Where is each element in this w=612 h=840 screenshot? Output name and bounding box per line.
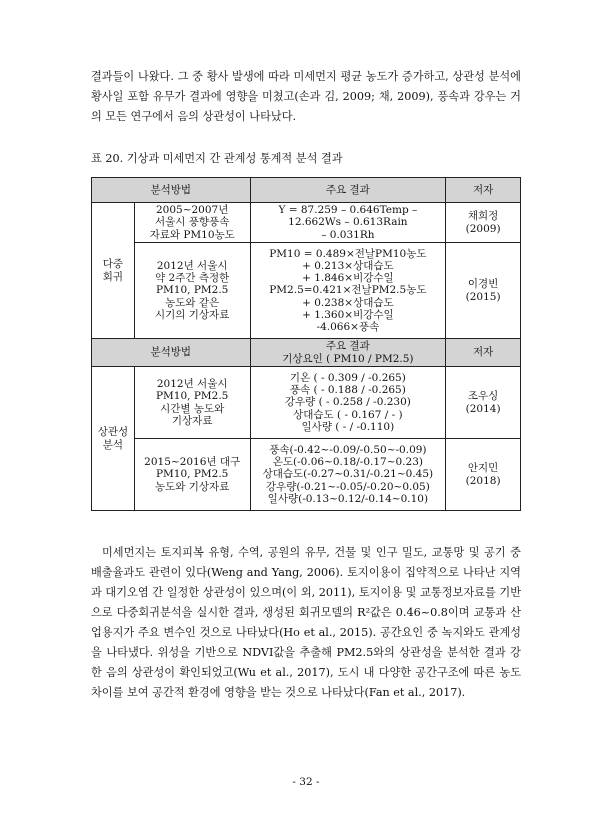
- page-number: - 32 -: [292, 776, 320, 788]
- paragraph-body: [91, 543, 521, 703]
- group-label-regression: 다중 회귀: [92, 203, 135, 339]
- header-method: 분석방법: [92, 178, 251, 203]
- paragraph-intro: [91, 67, 521, 127]
- author-cell: 이경빈 (2015): [446, 243, 521, 339]
- author-cell: 조우싱 (2014): [446, 367, 521, 439]
- table-caption: 표 20. 기상과 미세먼지 간 관계성 통계적 분석 결과: [91, 152, 343, 165]
- paragraph-intro-text: 결과들이 나왔다. 그 중 황사 발생에 따라 미세먼지 평균 농도가 증가하고, 상관성 분석에 황사일 포함 유무가 결과에 영향을 미쳤고(손과 김, 2009; 채, 2009), 풍속과 강우는 거의 모든 연구에서 음의 상관성이 나타났다.: [91, 70, 521, 123]
- method-cell: 2012년 서울시 PM10, PM2.5 시간별 농도와 기상자료: [134, 367, 250, 439]
- method-cell: 2005~2007년 서울시 풍향풍속 자료와 PM10농도: [134, 203, 250, 243]
- result-cell: 풍속(-0.42~-0.09/-0.50~-0.09) 온도(-0.06~0.18/-0.17~0.23) 상대습도(-0.27~0.31/-0.21~0.45) 강우량(-0.21~-0.05/-0.20~0.05) 일사량(-0.13~0.12/-0.14~0.10): [250, 439, 446, 511]
- author-cell: 채희정 (2009): [446, 203, 521, 243]
- header-method-2: 분석방법: [92, 339, 251, 367]
- author-cell: 안지민 (2018): [446, 439, 521, 511]
- result-cell: PM10 = 0.489×전날PM10농도 + 0.213×상대습도 + 1.846×비강수일 PM2.5=0.421×전날PM2.5농도 + 0.238×상대습도 + 1.360×비강수일 -4.066×풍속: [250, 243, 446, 339]
- header-result: 주요 결과: [250, 178, 446, 203]
- header-result-2: 주요 결과 기상요인 ( PM10 / PM2.5): [250, 339, 446, 367]
- paragraph-body-text: 미세먼지는 토지피복 유형, 수역, 공원의 유무, 건물 및 인구 밀도, 교통망 및 공기 중 배출율과도 관련이 있다(Weng and Yang, 2006). 토지이용이 집약적으로 나타난 지역과 대기오염 간 일정한 상관성이 있으며(이 외, 2011), 토지이용 및 교통정보자료를 기반으로 다중회귀분석을 실시한 결과, 생성된 회귀모델의 R²값은 0.46~0.8이며 교통과 산업용지가 주요 변수인 것으로 나타났다(Ho et al., 2015). 공간요인 중 녹지와도 관계성을 나타냈다. 위성을 기반으로 NDVI값을 추출해 PM2.5와의 상관성을 분석한 결과 강한 음의 상관성이 확인되었고(Wu et al., 2017), 도시 내 다양한 공간구조에 따른 농도 차이를 보여 공간적 환경에 영향을 받는 것으로 나타났다(Fan et al., 2017).: [91, 546, 521, 699]
- header-author: 저자: [446, 178, 521, 203]
- result-cell: Y = 87.259 – 0.646Temp – 12.662Ws – 0.613Rain – 0.031Rh: [250, 203, 446, 243]
- header-author-2: 저자: [446, 339, 521, 367]
- result-cell: 기온 ( - 0.309 / -0.265) 풍속 ( - 0.188 / -0.265) 강우량 ( - 0.258 / -0.230) 상대습도 ( - 0.167 / - ) 일사량 ( - / -0.110): [250, 367, 446, 439]
- method-cell: 2015~2016년 대구 PM10, PM2.5 농도와 기상자료: [134, 439, 250, 511]
- method-cell: 2012년 서울시 약 2주간 측정한 PM10, PM2.5 농도와 같은 시기의 기상자료: [134, 243, 250, 339]
- group-label-correlation: 상관성 분석: [92, 367, 135, 511]
- stats-table: [91, 177, 521, 511]
